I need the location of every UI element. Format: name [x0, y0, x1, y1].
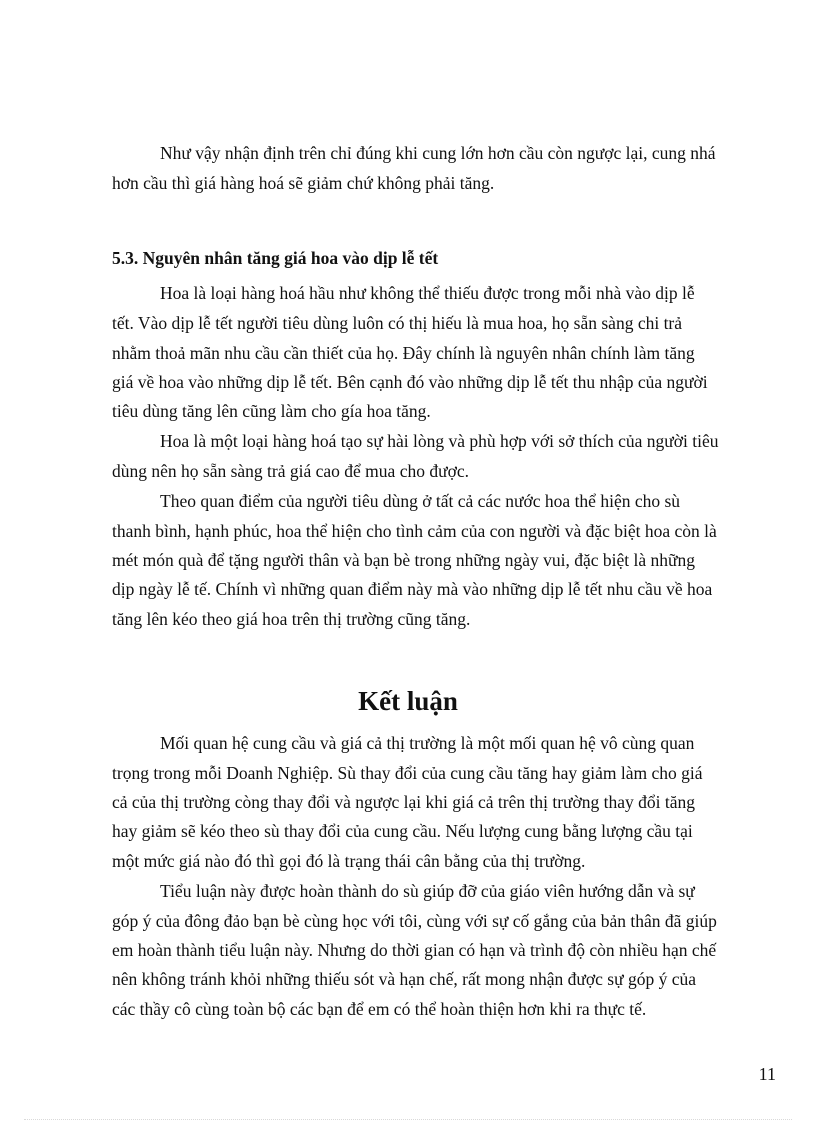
paragraph-6-line-1: Tiểu luận này được hoàn thành do sù giúp đỡ của giáo viên hướng dẫn và sự: [160, 881, 695, 901]
paragraph-5-line-1: Mối quan hệ cung cầu và giá cả thị trường là một mối quan hệ vô cùng quan: [160, 733, 695, 753]
paragraph-2-line-1: Hoa là loại hàng hoá hầu như không thể thiếu được trong mỗi nhà vào dịp lễ: [160, 283, 695, 303]
paragraph-6-line-3: em hoàn thành tiểu luận này. Nhưng do thời gian có hạn và trình độ còn nhiều hạn chế: [112, 940, 717, 960]
page-number: 11: [758, 1064, 776, 1084]
conclusion-title: Kết luận: [358, 686, 458, 716]
paragraph-5-line-4: hay giảm sẽ kéo theo sù thay đổi của cung cầu. Nếu lượng cung bằng lượng cầu tại: [112, 821, 693, 841]
paragraph-5-line-2: trọng trong mỗi Doanh Nghiệp. Sù thay đổi của cung cầu tăng hay giảm làm cho giá: [112, 763, 703, 783]
paragraph-5-line-5: một mức giá nào đó thì gọi đó là trạng thái cân bằng của thị trường.: [112, 851, 586, 871]
paragraph-6-line-2: góp ý của đông đảo bạn bè cùng học với tôi, cùng với sự cố gắng của bản thân đã giúp: [112, 911, 717, 931]
paragraph-2-line-2: tết. Vào dịp lễ tết người tiêu dùng luôn có thị hiếu là mua hoa, họ sẵn sàng chi trả: [112, 313, 683, 333]
paragraph-5-line-3: cả của thị trường còng thay đổi và ngược lại khi giá cả trên thị trường thay đổi tăng: [112, 792, 696, 812]
paragraph-6-line-4: nên không tránh khỏi những thiếu sót và hạn chế, rất mong nhận được sự góp ý của: [112, 969, 696, 989]
paragraph-4-line-2: thanh bình, hạnh phúc, hoa thể hiện cho tình cảm của con người và đặc biệt hoa còn là: [112, 521, 717, 541]
paragraph-3-line-2: dùng nên họ sẵn sàng trả giá cao để mua cho được.: [112, 461, 469, 481]
paragraph-2-line-5: tiêu dùng tăng lên cũng làm cho gía hoa tăng.: [112, 401, 431, 421]
section-heading: 5.3. Nguyên nhân tăng giá hoa vào dịp lễ tết: [112, 248, 439, 268]
paragraph-4-line-5: tăng lên kéo theo giá hoa trên thị trường cũng tăng.: [112, 609, 471, 629]
paragraph-3-line-1: Hoa là một loại hàng hoá tạo sự hài lòng và phù hợp với sở thích của người tiêu: [160, 431, 719, 451]
paragraph-6-line-5: các thầy cô cùng toàn bộ các bạn để em có thể hoàn thiện hơn khi ra thực tế.: [112, 999, 647, 1019]
paragraph-4-line-3: mét món quà để tặng người thân và bạn bè trong những ngày vui, đặc biệt là những: [112, 550, 695, 570]
paragraph-2-line-4: giá về hoa vào những dịp lễ tết. Bên cạnh đó vào những dịp lễ tết thu nhập của người: [112, 372, 708, 392]
paragraph-4-line-1: Theo quan điểm của người tiêu dùng ở tất cả các nước hoa thể hiện cho sù: [160, 491, 681, 511]
paragraph-4-line-4: dịp ngày lễ tế. Chính vì những quan điểm này mà vào những dịp lễ tết nhu cầu về hoa: [112, 579, 713, 599]
paragraph-1-line-1: Như vậy nhận định trên chỉ đúng khi cung lớn hơn cầu còn ngược lại, cung nhá: [160, 143, 716, 163]
page-bottom-divider: [24, 1119, 792, 1120]
paragraph-2-line-3: nhằm thoả mãn nhu cầu cần thiết của họ. Đây chính là nguyên nhân chính làm tăng: [112, 343, 695, 363]
paragraph-1-line-2: hơn cầu thì giá hàng hoá sẽ giảm chứ không phải tăng.: [112, 173, 495, 193]
